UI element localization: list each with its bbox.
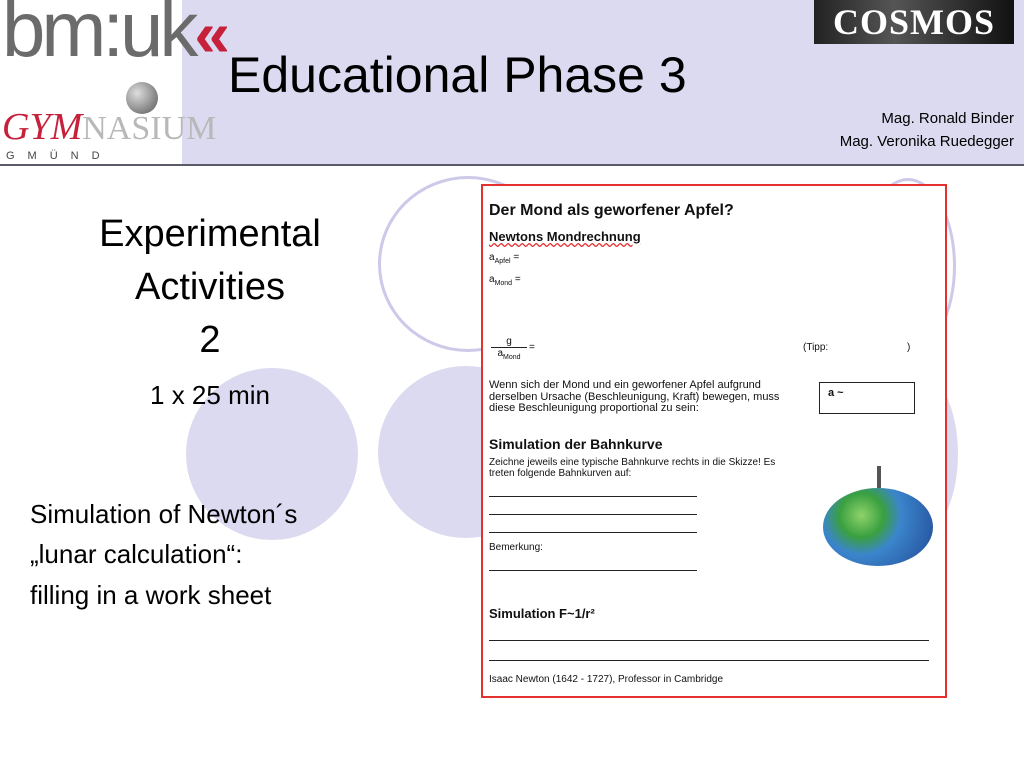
worksheet-section-mondrechnung: Newtons Mondrechnung — [489, 229, 641, 244]
worksheet-remark: Bemerkung: — [489, 542, 543, 553]
worksheet-image — [481, 184, 947, 698]
cosmos-logo: COSMOS — [814, 0, 1014, 44]
answer-line — [489, 496, 697, 497]
activity-description: Simulation of Newton´s „lunar calculation“: filling in a work sheet — [30, 499, 298, 610]
answer-line — [489, 514, 697, 515]
gmuend-logo-text: GMÜND — [6, 150, 113, 162]
worksheet-paragraph: Wenn sich der Mond und ein geworfener Apfel aufgrund derselben Ursache (Beschleunigung, Kraft) bewegen, muss diese Beschleunigung proportional zu sein: — [489, 379, 780, 415]
bmuk-logo-text: bm:uk« — [2, 0, 220, 73]
worksheet-footer: Isaac Newton (1642 - 1727), Professor in Cambridge — [489, 674, 724, 685]
activity-title: Experimental Activities 2 — [99, 213, 321, 362]
worksheet-section-force: Simulation F~1/r² — [489, 606, 595, 621]
fraction: g $a_{Mond}$ — [491, 336, 527, 361]
tipp-label: (Tipp: — [803, 342, 829, 353]
worksheet-section-bahnkurve: Simulation der Bahnkurve — [489, 436, 663, 452]
answer-line — [489, 570, 697, 571]
worksheet-title: Der Mond als geworfener Apfel? — [489, 202, 734, 219]
author-1: Mag. Ronald Binder — [881, 110, 1014, 127]
answer-box: a ~ — [819, 382, 915, 414]
worksheet-instruction: Zeichne jeweils eine typische Bahnkurve rechts in die Skizze! Es treten folgende Bahnkurven auf: — [489, 457, 776, 479]
earth-globe-icon — [823, 488, 933, 566]
answer-line — [489, 660, 929, 661]
author-2: Mag. Veronika Ruedegger — [839, 132, 1014, 150]
fraction-equals: = — [529, 342, 535, 353]
activity-duration: 1 x 25 min — [150, 380, 270, 410]
answer-line — [489, 640, 929, 641]
rocket-icon — [877, 466, 881, 488]
authors — [840, 108, 1014, 153]
a-apfel-line: $a_{Apfel}$ = — [489, 252, 520, 265]
tipp-close: ) — [907, 342, 911, 353]
a-mond-line: $a_{Mond}$ = — [489, 274, 521, 287]
school-logo — [0, 0, 220, 164]
slide-title: Educational Phase 3 — [228, 47, 687, 103]
gymnasium-logo-text: GYMNASIUM — [2, 106, 217, 148]
answer-line — [489, 532, 697, 533]
slide-header — [0, 0, 1024, 166]
